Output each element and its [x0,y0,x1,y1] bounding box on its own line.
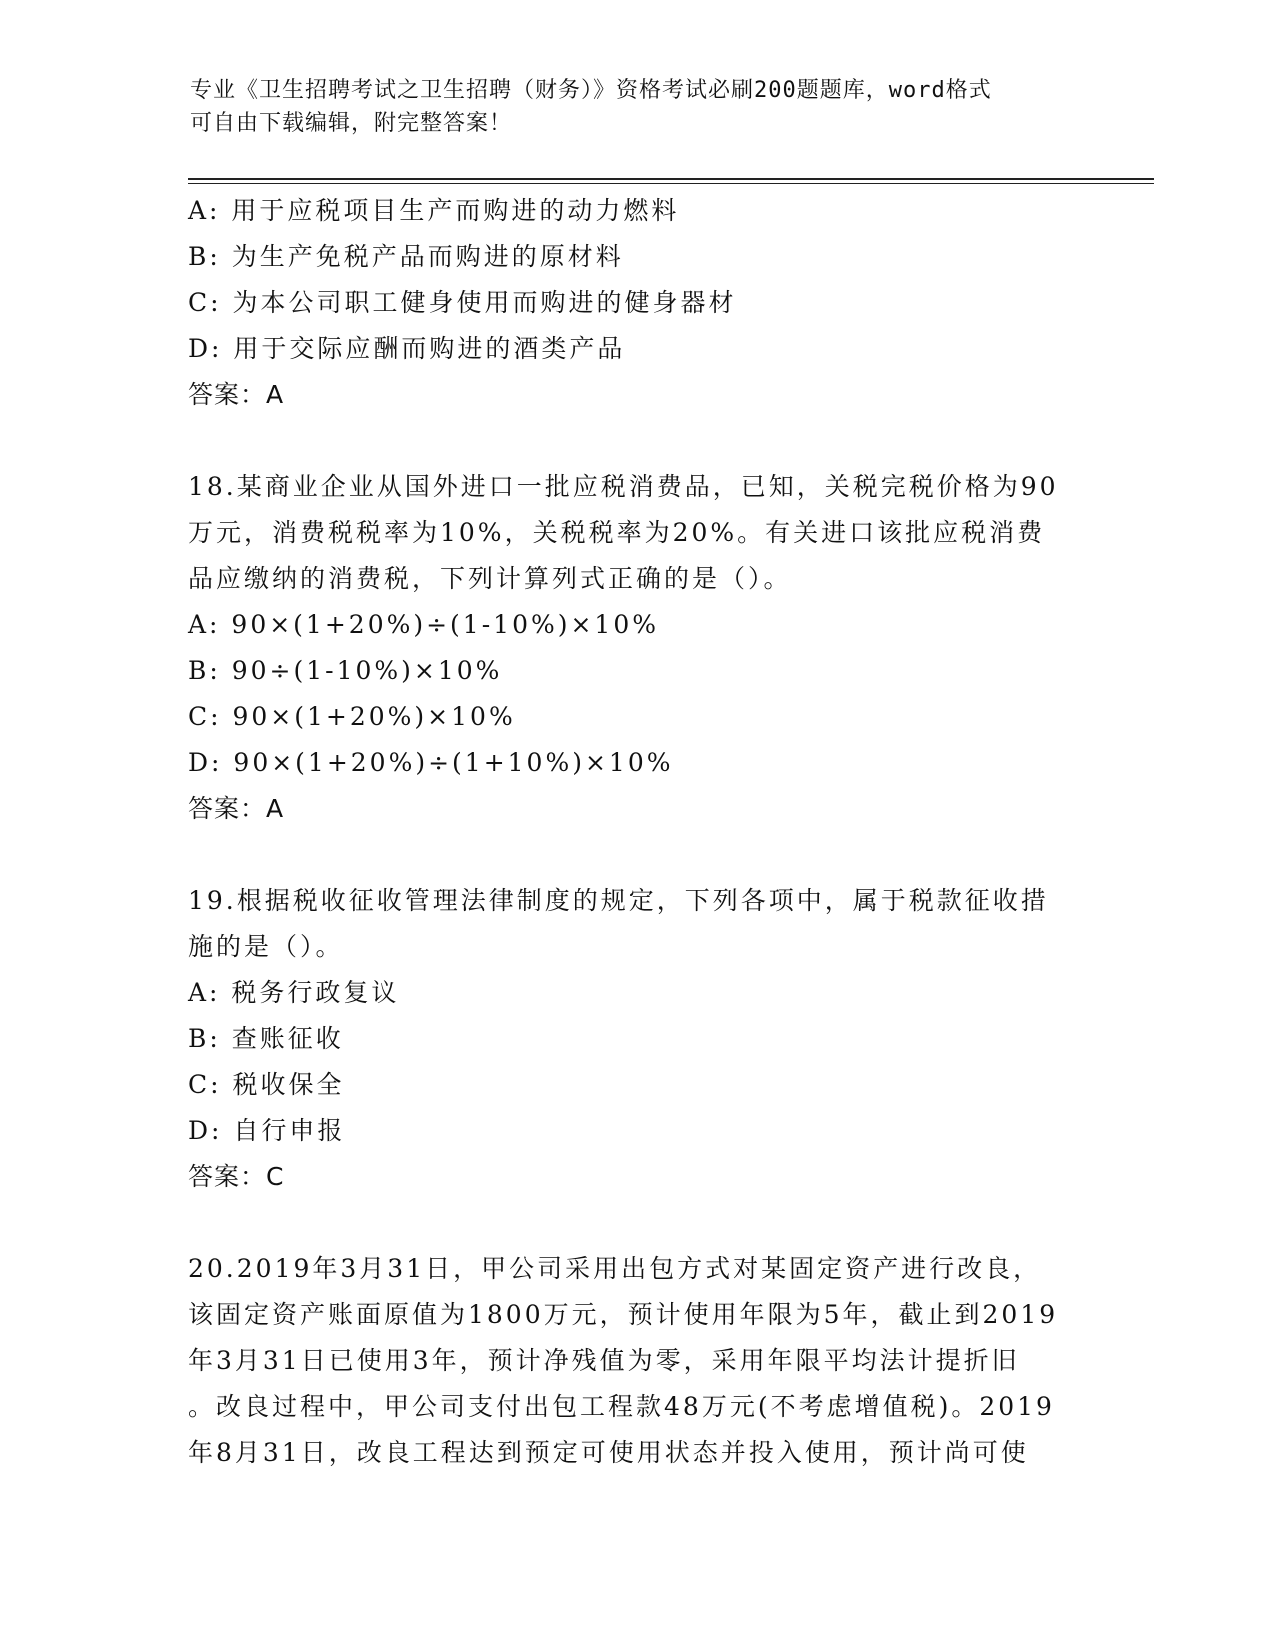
option-b: B: 查账征收 [188,1024,344,1053]
answer-line: 答案：A [188,794,285,823]
question-stem-line: 。改良过程中，甲公司支付出包工程款48万元(不考虑增值税)。2019 [188,1392,1055,1421]
question-stem-line: 18.某商业企业从国外进口一批应税消费品，已知，关税完税价格为90 [188,472,1059,501]
header-title-line-1: 专业《卫生招聘考试之卫生招聘（财务）》资格考试必刷200题题库，word格式 [190,78,992,103]
question-stem-line: 施的是（）。 [188,932,344,961]
header-title-line-2: 可自由下载编辑，附完整答案！ [190,111,513,136]
question-spacer [188,832,1088,878]
option-a: A: 90×(1+20%)÷(1-10%)×10% [188,610,659,639]
option-d: D: 用于交际应酬而购进的酒类产品 [188,334,626,363]
question-stem-line: 该固定资产账面原值为1800万元，预计使用年限为5年，截止到2019 [188,1300,1059,1329]
option-a: A: 税务行政复议 [188,978,400,1007]
answer-line: 答案：C [188,1162,285,1191]
question-list [188,188,1088,1476]
question-20 [188,1246,1088,1476]
question-18 [188,464,1088,832]
option-d: D: 90×(1+20%)÷(1+10%)×10% [188,748,674,777]
question-stem-line: 19.根据税收征收管理法律制度的规定，下列各项中，属于税款征收措 [188,886,1049,915]
answer-line: 答案：A [188,380,285,409]
header-divider-thick [188,178,1154,180]
header-divider-thin [188,183,1154,184]
question-spacer [188,418,1088,464]
question-stem-line: 万元，消费税税率为10%，关税税率为20%。有关进口该批应税消费 [188,518,1046,547]
question-stem-line: 品应缴纳的消费税，下列计算列式正确的是（）。 [188,564,792,593]
option-b: B: 为生产免税产品而购进的原材料 [188,242,624,271]
question-19 [188,878,1088,1200]
option-b: B: 90÷(1-10%)×10% [188,656,503,685]
question-stem-line: 年8月31日，改良工程达到预定可使用状态并投入使用，预计尚可使 [188,1438,1029,1467]
question-17-continued [188,188,1088,418]
option-c: C: 为本公司职工健身使用而购进的健身器材 [188,288,737,317]
option-c: C: 90×(1+20%)×10% [188,702,516,731]
question-stem-line: 20.2019年3月31日，甲公司采用出包方式对某固定资产进行改良， [188,1254,1042,1283]
question-stem-line: 年3月31日已使用3年，预计净残值为零，采用年限平均法计提折旧 [188,1346,1020,1375]
question-spacer [188,1200,1088,1246]
option-a: A: 用于应税项目生产而购进的动力燃料 [188,196,680,225]
option-d: D: 自行申报 [188,1116,346,1145]
document-header [190,74,1070,140]
option-c: C: 税收保全 [188,1070,345,1099]
